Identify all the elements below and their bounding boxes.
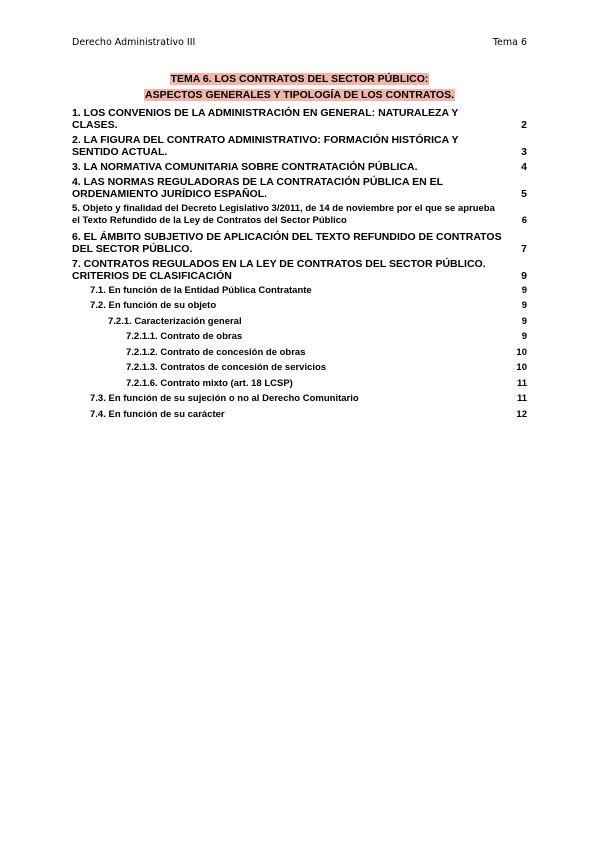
title-line-1: TEMA 6. LOS CONTRATOS DEL SECTOR PÚBLICO: (170, 73, 429, 85)
toc-entry-7-2-1-1[interactable] (72, 331, 527, 343)
document-title (72, 71, 527, 103)
toc-entry-text: 7.2.1. Caracterización general (108, 315, 242, 327)
toc-page-number: 10 (516, 346, 527, 358)
toc-page-number: 11 (516, 377, 527, 389)
toc-entry-6[interactable] (72, 231, 527, 255)
toc-page-number: 11 (516, 393, 527, 404)
toc-entry-1[interactable] (72, 107, 527, 131)
toc-entry-text: 7.1. En función de la Entidad Pública Contratante (90, 284, 312, 296)
toc-entry-7-4[interactable] (72, 409, 527, 421)
toc-entry-7-1[interactable] (72, 285, 527, 297)
toc-entry-7-2-1-2[interactable] (72, 347, 527, 359)
toc-entry-text: 7.2.1.6. Contrato mixto (art. 18 LCSP) (126, 377, 293, 389)
toc-page-number: 6 (521, 215, 527, 226)
toc-entry-7-2-1-3[interactable] (72, 362, 527, 374)
toc-entry-5[interactable] (72, 203, 527, 227)
toc-page-number: 9 (521, 300, 527, 311)
toc-page-number: 7 (521, 242, 527, 255)
toc-entry-7-2-1-6[interactable] (72, 378, 527, 390)
toc-page-number: 9 (521, 331, 527, 342)
table-of-contents (72, 107, 527, 424)
toc-entry-text: 7.2.1.1. Contrato de obras (126, 331, 243, 342)
toc-entry-text: 5. Objeto y finalidad del Decreto Legislativo 3/2011, de 14 de noviembre por el que se aprueba el Texto Refundido de la Ley de Contratos del Sector Público (72, 203, 495, 226)
toc-entry-text: 7.4. En función de su carácter (90, 408, 225, 420)
toc-entry-3[interactable] (72, 161, 527, 173)
toc-page-number: 9 (521, 269, 527, 282)
toc-entry-text: 4. LAS NORMAS REGULADORAS DE LA CONTRATACIÓN PÚBLICA EN EL ORDENAMIENTO JURÍDICO ESPAÑOL. (72, 176, 443, 200)
toc-entry-text: 7.2.1.2. Contrato de concesión de obras (126, 346, 306, 358)
toc-entry-text: 7.3. En función de su sujeción o no al Derecho Comunitario (90, 393, 359, 404)
toc-page-number: 10 (516, 362, 527, 373)
toc-page-number: 3 (521, 146, 527, 158)
toc-page-number: 2 (521, 119, 527, 131)
toc-page-number: 9 (521, 284, 527, 296)
toc-entry-7-2[interactable] (72, 300, 527, 312)
toc-page-number: 5 (521, 188, 527, 200)
toc-page-number: 9 (521, 315, 527, 327)
title-line-2: ASPECTOS GENERALES Y TIPOLOGÍA DE LOS CONTRATOS. (144, 89, 455, 101)
toc-entry-text: 6. EL ÁMBITO SUBJETIVO DE APLICACIÓN DEL TEXTO REFUNDIDO DE CONTRATOS DEL SECTOR PÚBLICO. (72, 230, 502, 255)
toc-entry-4[interactable] (72, 176, 527, 200)
toc-entry-7-3[interactable] (72, 393, 527, 405)
toc-entry-text: 7.2.1.3. Contratos de concesión de servicios (126, 362, 327, 373)
toc-entry-7[interactable] (72, 258, 527, 282)
toc-page-number: 4 (521, 161, 527, 173)
toc-entry-text: 1. LOS CONVENIOS DE LA ADMINISTRACIÓN EN GENERAL: NATURALEZA Y CLASES. (72, 107, 459, 131)
toc-entry-2[interactable] (72, 134, 527, 158)
page-header (72, 37, 527, 48)
toc-entry-text: 2. LA FIGURA DEL CONTRATO ADMINISTRATIVO: FORMACIÓN HISTÓRICA Y SENTIDO ACTUAL. (72, 134, 459, 158)
toc-entry-7-2-1[interactable] (72, 316, 527, 328)
toc-entry-text: 7. CONTRATOS REGULADOS EN LA LEY DE CONTRATOS DEL SECTOR PÚBLICO. CRITERIOS DE CLASIFICACIÓN (72, 257, 486, 282)
header-course-title: Derecho Administrativo III (72, 37, 196, 48)
toc-entry-text: 3. LA NORMATIVA COMUNITARIA SOBRE CONTRATACIÓN PÚBLICA. (72, 161, 418, 173)
toc-entry-text: 7.2. En función de su objeto (90, 300, 217, 311)
toc-page-number: 12 (516, 408, 527, 420)
header-topic-label: Tema 6 (492, 37, 527, 48)
